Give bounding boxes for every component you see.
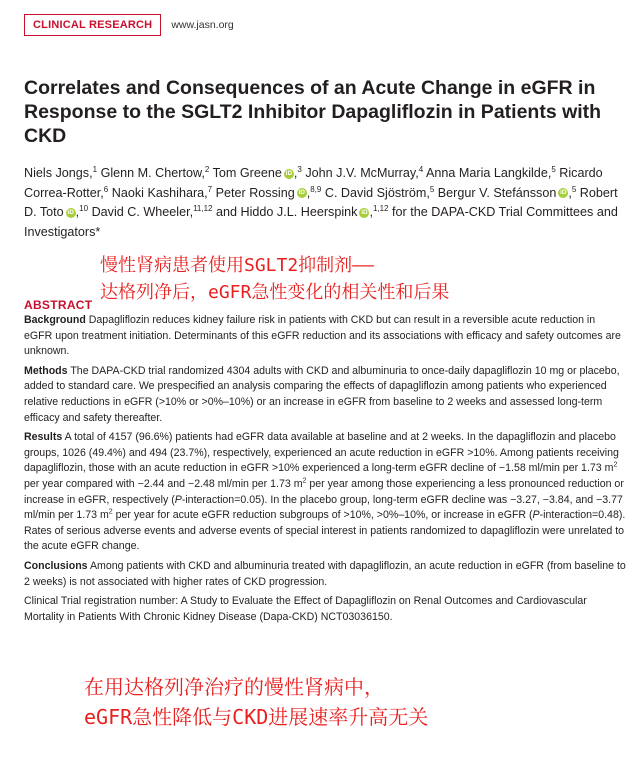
article-title: Correlates and Consequences of an Acute Change in eGFR in Response to the SGLT2 Inhibitor Dapagliflozin in Patients with CKD [24, 77, 602, 147]
orcid-icon[interactable]: iD [67, 208, 74, 216]
background-text: Dapagliflozin reduces kidney failure risk in patients with CKD but can result in a reversible acute reduction in eGFR upon treatment initiation. Determinants of this eGFR reduction and its associations with efficacy and safety outcomes are unknown. [24, 314, 621, 358]
abstract-label: ABSTRACT [24, 298, 93, 312]
affiliation-superscript: 4 [418, 164, 424, 174]
affiliation-superscript: 8,9 [310, 184, 322, 194]
orcid-icon[interactable]: iD [298, 189, 305, 197]
superscript: 2 [613, 461, 618, 469]
results-heading: Results [24, 431, 63, 444]
author-name: Tom Greene [212, 166, 282, 180]
results-text-c: per year among those experiencing a less pronounced reduction or increase in eGFR, respectively ( [24, 477, 624, 506]
p-symbol: P [532, 509, 540, 522]
orcid-icon[interactable]: iD [285, 169, 293, 177]
author [101, 166, 210, 180]
abstract-methods [24, 364, 626, 426]
author-name: Ricardo Correa-Rotter, [24, 166, 603, 200]
journal-url[interactable]: www.jasn.org [171, 19, 234, 31]
author-name: Niels Jongs, [24, 166, 93, 180]
author-name: and Hiddo J.L. Heerspink [216, 205, 358, 219]
chinese-annotation-bottom [84, 672, 624, 732]
orcid-icon[interactable]: iD [361, 208, 368, 216]
abstract-conclusions [24, 559, 626, 590]
author-name: Peter Rossing [215, 185, 295, 200]
superscript: 2 [302, 477, 307, 485]
affiliation-superscript: 2 [204, 164, 210, 174]
abstract-results [24, 430, 626, 555]
affiliation-superscript: 3 [297, 164, 302, 174]
affiliation-superscript: 5 [429, 184, 435, 194]
author-list [24, 164, 630, 242]
results-text-e: per year for acute eGFR reduction subgroups of >10%, >0%–10%, or increase in eGFR ( [112, 509, 533, 522]
background-heading: Background [24, 314, 86, 326]
annotation-top-line-2: 达格列净后，eGFR急性变化的相关性和后果 [100, 282, 450, 303]
affiliation-superscript: 5 [571, 184, 577, 194]
affiliation-superscript: 6 [103, 184, 109, 194]
conclusions-heading: Conclusions [24, 559, 88, 572]
abstract-body [24, 313, 626, 629]
journal-header [24, 12, 234, 38]
author: Bergur V. Stefánsson iD ,$^5$ [437, 184, 577, 200]
methods-text: The DAPA-CKD trial randomized 4304 adults with CKD and albuminuria to once-daily dapagliflozin 10 mg or placebo, added to standard care. We prespecified an analysis comparing the effects of dapagliflozin among patients who experienced relative reductions in eGFR (>10% or >0%–10%) or an increase in eGFR from baseline to 2 weeks and assessed long-term efficacy and safety thereafter. [24, 364, 620, 424]
affiliation-superscript: 5 [551, 164, 556, 174]
annotation-top-line-1: 慢性肾病患者使用SGLT2抑制剂—— [100, 255, 374, 276]
section-badge: CLINICAL RESEARCH [24, 14, 161, 36]
author-name: C. David Sjöström, [324, 185, 430, 200]
results-text-f: -interaction=0.48). Rates of serious adverse events and adverse events of special interest in patients randomized to dapagliflozin were unrelated to the acute eGFR change. [24, 509, 626, 553]
results-text-a: A total of 4157 (96.6%) patients had eGFR data available at baseline and at 2 weeks. In the dapagliflozin and placebo groups, 1026 (49.4%) and 494 (23.7%), respectively, experienced an acute reduction in eGFR >10%. Among patients receiving dapagliflozin, those with an acute reduction in eGFR >10% experienced a long-term eGFR decline of −1.58 ml/min per 1.73 m [24, 431, 619, 475]
affiliation-superscript: 7 [207, 184, 213, 194]
conclusions-text: Among patients with CKD and albuminuria treated with dapagliflozin, an acute reduction in eGFR (from baseline to 2 weeks) is not associated with higher rates of CKD progression. [24, 559, 626, 588]
author [305, 166, 423, 180]
author-suffix: for the DAPA-CKD Trial Committees and Investigators* [24, 205, 618, 239]
author-name: David C. Wheeler, [91, 205, 194, 219]
annotation-bottom-line-1: 在用达格列净治疗的慢性肾病中， [84, 675, 384, 699]
author: Robert D. Toto iD ,$^{10}$ [24, 185, 618, 219]
author-name: John J.V. McMurray, [305, 166, 419, 180]
author: Peter Rossing iD ,$^{8,9}$ [215, 184, 322, 200]
author [325, 186, 434, 200]
superscript: 2 [108, 508, 113, 516]
author-name: Glenn M. Chertow, [100, 166, 205, 180]
author-name: Naoki Kashihara, [111, 185, 208, 200]
author [24, 166, 97, 180]
author: and Hiddo J.L. Heerspink iD ,$^{1,12}$ [216, 203, 389, 219]
author-name: Bergur V. Stefánsson [437, 185, 557, 200]
methods-heading: Methods [24, 364, 68, 377]
abstract-registration: Clinical Trial registration number: A Study to Evaluate the Effect of Dapagliflozin on Renal Outcomes and Cardiovascular Mortality in Patients With Chronic Kidney Disease (Dapa-CKD) NCT03036150. [24, 595, 587, 623]
author [92, 205, 213, 219]
affiliation-superscript: 1,12 [372, 203, 389, 213]
author [112, 186, 212, 200]
abstract-background [24, 313, 626, 360]
p-symbol: P [174, 493, 182, 506]
affiliation-superscript: 11,12 [193, 203, 213, 213]
author-name: Robert D. Toto [24, 185, 618, 219]
annotation-bottom-line-2: eGFR急性降低与CKD进展速率升高无关 [84, 705, 429, 729]
author-name: Anna Maria Langkilde, [426, 166, 552, 180]
chinese-annotation-top [100, 252, 620, 306]
affiliation-superscript: 1 [92, 164, 98, 174]
author: Tom Greene iD ,$^3$ [212, 164, 302, 180]
results-text-b: per year compared with −2.44 and −2.48 ml/min per 1.73 m [24, 477, 303, 490]
orcid-icon[interactable]: iD [560, 189, 567, 197]
results-text-d: -interaction=0.05). In the placebo group, long-term eGFR decline was −3.27, −3.84, and −3.77 ml/min per 1.73 m [24, 493, 623, 522]
affiliation-superscript: 10 [79, 203, 89, 213]
author [426, 166, 556, 180]
